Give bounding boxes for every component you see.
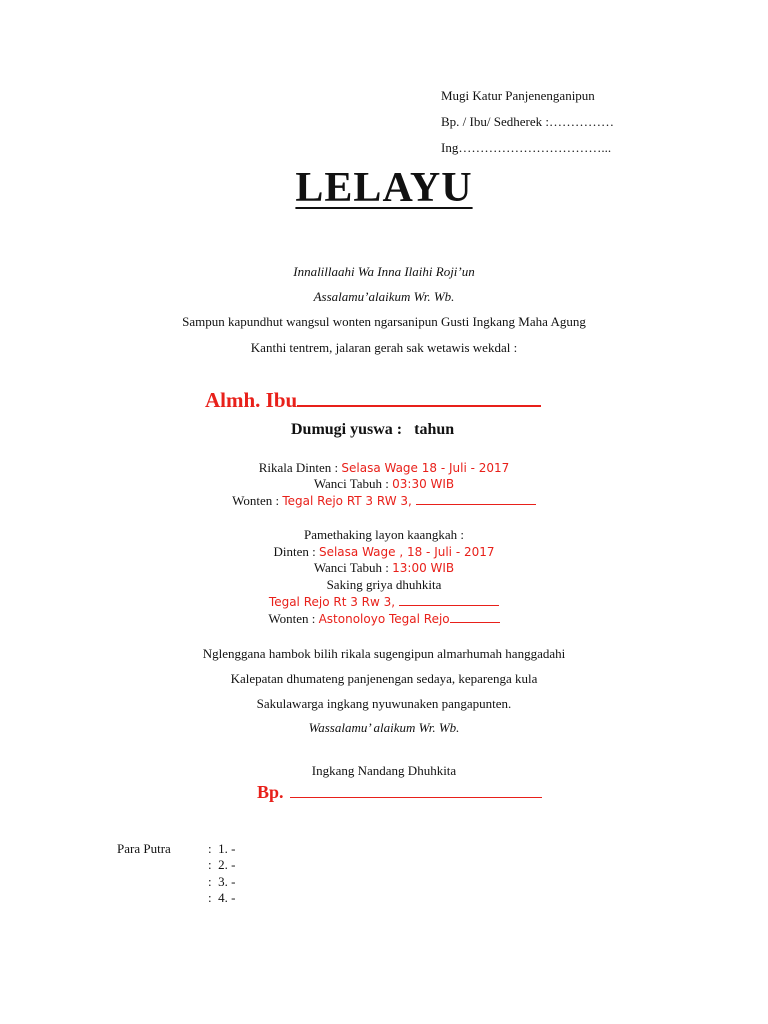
opening-line-3: Sampun kapundhut wangsul wonten ngarsanipun Gusti Ingkang Maha Agung — [182, 314, 586, 329]
deceased-age — [291, 421, 454, 439]
children-item-2 — [208, 857, 235, 873]
burial-to-label: Wonten : — [268, 611, 319, 626]
death-day — [0, 460, 768, 476]
burial-day-value: Selasa Wage , 18 - Juli - 2017 — [318, 545, 495, 559]
children-separator: : — [208, 890, 212, 905]
burial-time — [0, 560, 768, 576]
children-separator: : — [208, 857, 212, 872]
death-time-label: Wanci Tabuh : — [313, 476, 393, 491]
burial-from-blank — [399, 594, 499, 606]
page-title: LELAYU — [295, 165, 473, 211]
opening-line-2: Assalamu’alaikum Wr. Wb. — [313, 289, 455, 304]
children-separator: : — [208, 874, 212, 889]
death-place-label: Wonten : — [232, 493, 283, 508]
burial-day — [0, 544, 768, 560]
death-place-value: Tegal Rejo RT 3 RW 3, — [282, 494, 412, 508]
children-label: Para Putra — [117, 841, 171, 856]
children-item-text: 4. - — [218, 890, 236, 905]
children-item-text: 1. - — [218, 841, 236, 856]
death-place-blank — [416, 493, 536, 505]
addressee-line-3: Ing……………………………... — [441, 140, 612, 155]
signature-prefix: Bp. — [257, 782, 284, 802]
death-time-value: 03:30 WIB — [392, 477, 455, 491]
closing-line-1: Nglenggana hambok bilih rikala sugengipun almarhumah hanggadahi — [202, 646, 566, 661]
death-day-value: Selasa Wage 18 - Juli - 2017 — [341, 461, 510, 475]
burial-heading: Pamethaking layon kaangkah : — [304, 527, 464, 542]
signature-blank — [290, 781, 542, 798]
death-place — [0, 493, 768, 509]
children-item-1 — [208, 841, 235, 857]
opening-line-1: Innalillaahi Wa Inna Ilaihi Roji’un — [293, 264, 475, 279]
burial-day-label: Dinten : — [273, 544, 319, 559]
death-time — [0, 476, 768, 492]
children-separator: : — [208, 841, 212, 856]
opening-line-4: Kanthi tentrem, jalaran gerah sak wetawis wekdal : — [250, 340, 518, 355]
age-unit: tahun — [414, 421, 455, 438]
age-label: Dumugi yuswa : — [291, 421, 403, 438]
burial-to-blank — [450, 611, 500, 623]
children-item-3 — [208, 874, 235, 890]
signature-label: Ingkang Nandang Dhuhkita — [311, 763, 457, 778]
signature-name — [257, 781, 542, 803]
death-day-label: Rikala Dinten : — [258, 460, 342, 475]
burial-from-label: Saking griya dhuhkita — [326, 577, 442, 592]
children-item-text: 2. - — [218, 857, 236, 872]
deceased-prefix: Almh. Ibu — [205, 388, 298, 412]
closing-line-3: Sakulawarga ingkang nyuwunaken pangapunten. — [256, 696, 512, 711]
closing-line-2: Kalepatan dhumateng panjenengan sedaya, keparenga kula — [230, 671, 538, 686]
burial-to-value: Astonoloyo Tegal Rejo — [318, 612, 450, 626]
deceased-name-blank — [297, 385, 541, 407]
burial-from — [0, 594, 768, 610]
burial-time-label: Wanci Tabuh : — [313, 560, 393, 575]
children-item-4 — [208, 890, 235, 906]
deceased-name — [205, 385, 541, 413]
children-item-text: 3. - — [218, 874, 236, 889]
burial-time-value: 13:00 WIB — [392, 561, 455, 575]
addressee-line-2: Bp. / Ibu/ Sedherek :…………… — [441, 114, 614, 129]
addressee-line-1: Mugi Katur Panjenenganipun — [441, 88, 595, 103]
burial-from-value: Tegal Rejo Rt 3 Rw 3, — [268, 595, 396, 609]
burial-to — [0, 611, 768, 627]
closing-line-4: Wassalamu’ alaikum Wr. Wb. — [308, 720, 460, 735]
